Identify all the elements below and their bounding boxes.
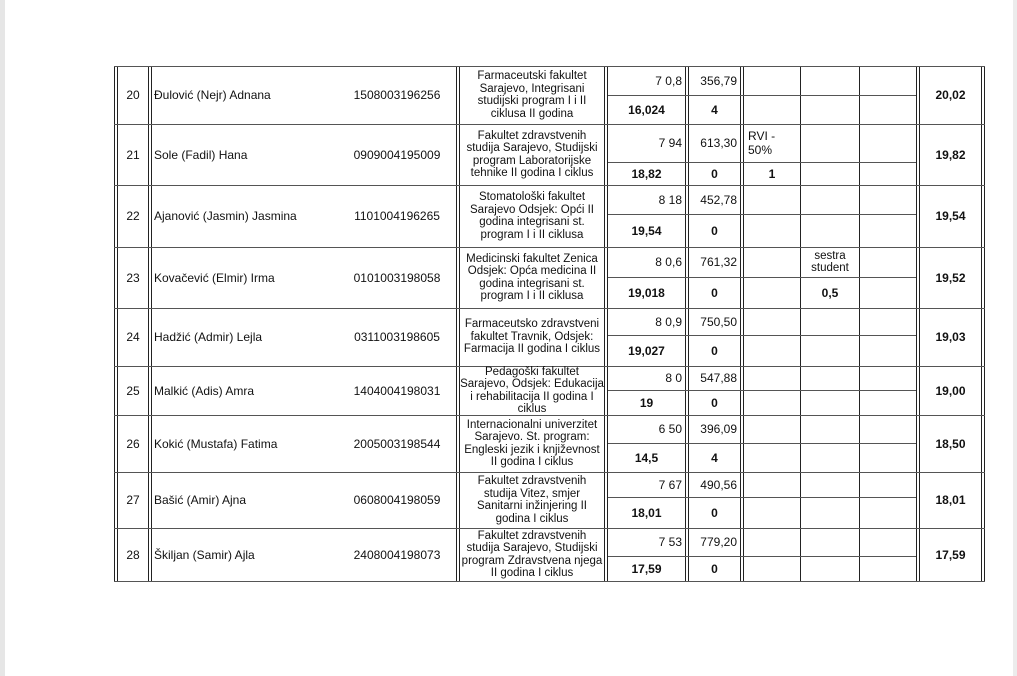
family-cell xyxy=(801,528,859,556)
family-points-cell: 0,5 xyxy=(821,285,839,300)
score-a-cell: 18,82 xyxy=(631,166,662,181)
family-cell xyxy=(801,366,859,390)
score-a-cell: 14,5 xyxy=(634,450,659,465)
student-name: Kovačević (Elmir) Irma xyxy=(154,270,275,285)
total-score: 18,01 xyxy=(935,493,966,507)
other-points-cell xyxy=(860,390,916,415)
income-cell: 356,79 xyxy=(700,73,737,88)
student-name: Hadžić (Admir) Lejla xyxy=(154,330,263,344)
total-score: 19,03 xyxy=(935,330,966,344)
other-points-cell xyxy=(860,497,916,528)
score-b-cell: 0 xyxy=(711,561,718,576)
jmbg-cell: 0311003198605 xyxy=(354,330,440,344)
total-score: 18,50 xyxy=(935,436,966,451)
family-points-cell xyxy=(801,335,859,366)
family-points-cell xyxy=(801,214,859,247)
category-cell: RVI - 50% xyxy=(748,129,776,157)
category-points-cell: 1 xyxy=(768,166,776,181)
rank-cell: 20 xyxy=(126,88,140,102)
category-points-cell xyxy=(744,556,800,581)
faculty-cell: Stomatološki fakultet Sarajevo Odsjek: Opći II godina integrisani st. program I i II ciklusa xyxy=(470,191,594,241)
other-points-cell xyxy=(860,443,916,472)
faculty-cell: Farmaceutsko zdravstveni fakultet Travnik, Odsjek: Farmacija II godina I ciklus xyxy=(463,318,601,356)
category-cell xyxy=(744,472,800,497)
jmbg-cell: 0909004195009 xyxy=(353,147,441,162)
score-b-cell: 0 xyxy=(711,285,718,300)
other-points-cell xyxy=(860,214,916,247)
rank-cell: 21 xyxy=(126,147,140,162)
category-points-cell xyxy=(744,277,800,308)
score-b-cell: 4 xyxy=(711,450,718,465)
family-points-cell xyxy=(801,390,859,415)
category-points-cell xyxy=(744,443,800,472)
other-cell xyxy=(860,247,916,277)
family-points-cell xyxy=(801,497,859,528)
other-cell xyxy=(860,366,916,390)
other-cell xyxy=(860,66,916,95)
score-b-cell: 0 xyxy=(711,395,718,410)
total-score: 19,54 xyxy=(935,209,966,223)
other-points-cell xyxy=(860,556,916,581)
rank-cell: 23 xyxy=(126,270,140,285)
faculty-cell: Medicinski fakultet Zenica Odsjek: Opća medicina II godina integrisani st. program I i II ciklusa xyxy=(466,252,598,302)
category-points-cell xyxy=(744,214,800,247)
other-cell xyxy=(860,124,916,162)
category-cell xyxy=(744,366,800,390)
score-b-cell: 0 xyxy=(711,505,718,520)
row-divider xyxy=(114,581,985,582)
family-cell xyxy=(801,185,859,214)
grade-cell: 8 18 xyxy=(658,192,682,207)
rank-cell: 26 xyxy=(126,436,140,451)
score-b-cell: 0 xyxy=(711,166,718,181)
family-cell xyxy=(801,124,859,162)
faculty-cell: Fakultet zdravstvenih studija Vitez, smjer Sanitarni inžinjering II godina I ciklus xyxy=(477,475,587,525)
rank-cell: 28 xyxy=(126,547,140,562)
faculty-cell: Fakultet zdravstvenih studija Sarajevo, Studijski program Zdravstvena njega II godina I ciklus xyxy=(461,529,603,579)
student-name: Malkić (Adis) Amra xyxy=(154,383,255,398)
rank-cell: 27 xyxy=(126,493,140,507)
income-cell: 490,56 xyxy=(700,477,737,492)
grade-cell: 6 50 xyxy=(658,422,682,436)
family-points-cell xyxy=(801,95,859,124)
rank-cell: 24 xyxy=(126,330,140,344)
category-points-cell xyxy=(744,335,800,366)
family-cell xyxy=(801,66,859,95)
other-points-cell xyxy=(860,277,916,308)
student-name: Kokić (Mustafa) Fatima xyxy=(154,436,278,451)
jmbg-cell: 1508003196256 xyxy=(353,88,441,102)
student-name: Bašić (Amir) Ajna xyxy=(154,493,247,507)
jmbg-cell: 0101003198058 xyxy=(353,270,441,285)
student-name: Sole (Fadil) Hana xyxy=(154,147,248,162)
family-cell: sestra student xyxy=(811,249,849,274)
other-cell xyxy=(860,308,916,335)
family-points-cell xyxy=(801,443,859,472)
total-score: 20,02 xyxy=(935,88,966,102)
total-score: 19,82 xyxy=(935,147,966,162)
category-cell xyxy=(744,308,800,335)
rank-cell: 22 xyxy=(126,209,140,223)
category-cell xyxy=(744,415,800,443)
income-cell: 547,88 xyxy=(700,371,737,385)
grade-cell: 7 53 xyxy=(658,535,682,549)
family-points-cell xyxy=(801,556,859,581)
student-name: Škiljan (Samir) Ajla xyxy=(154,547,255,562)
grade-cell: 7 0,8 xyxy=(655,73,682,88)
other-cell xyxy=(860,472,916,497)
score-a-cell: 19 xyxy=(639,395,654,410)
other-cell xyxy=(860,528,916,556)
grade-cell: 7 67 xyxy=(658,477,682,492)
score-a-cell: 19,54 xyxy=(631,223,662,238)
column-divider xyxy=(981,66,985,581)
jmbg-cell: 2408004198073 xyxy=(353,547,441,562)
total-score: 19,00 xyxy=(935,383,966,398)
faculty-cell: Fakultet zdravstvenih studija Sarajevo, Studijski program Laboratorijske tehnike II godina I ciklus xyxy=(466,129,598,179)
category-cell xyxy=(744,528,800,556)
category-cell xyxy=(744,66,800,95)
income-cell: 613,30 xyxy=(700,136,737,150)
jmbg-cell: 0608004198059 xyxy=(353,493,441,507)
category-points-cell xyxy=(744,95,800,124)
other-points-cell xyxy=(860,335,916,366)
total-score: 19,52 xyxy=(935,270,966,285)
rank-cell: 25 xyxy=(126,383,140,398)
score-a-cell: 18,01 xyxy=(631,505,662,520)
score-a-cell: 17,59 xyxy=(631,561,662,576)
category-points-cell xyxy=(744,390,800,415)
faculty-cell: Farmaceutski fakultet Sarajevo, Integrisani studijski program I i II ciklusa II godina xyxy=(477,70,587,120)
category-points-cell xyxy=(744,497,800,528)
score-b-cell: 0 xyxy=(711,223,718,238)
other-cell xyxy=(860,185,916,214)
score-a-cell: 16,024 xyxy=(628,102,665,117)
family-cell xyxy=(801,472,859,497)
faculty-cell: Internacionalni univerzitet Sarajevo. St. program: Engleski jezik i književnost II godina I ciklus xyxy=(464,418,600,468)
family-cell xyxy=(801,415,859,443)
income-cell: 761,32 xyxy=(700,255,737,269)
student-name: Ajanović (Jasmin) Jasmina xyxy=(154,209,297,223)
grade-cell: 7 94 xyxy=(658,136,682,150)
other-cell xyxy=(860,415,916,443)
other-points-cell xyxy=(860,95,916,124)
family-cell xyxy=(801,308,859,335)
income-cell: 396,09 xyxy=(700,422,737,436)
score-a-cell: 19,027 xyxy=(628,343,665,358)
score-b-cell: 4 xyxy=(711,102,718,117)
category-cell xyxy=(744,247,800,277)
jmbg-cell: 1404004198031 xyxy=(353,383,441,398)
family-points-cell xyxy=(801,162,859,185)
grade-cell: 8 0,6 xyxy=(655,255,682,269)
grade-cell: 8 0,9 xyxy=(655,314,682,329)
jmbg-cell: 2005003198544 xyxy=(353,436,441,451)
other-points-cell xyxy=(860,162,916,185)
jmbg-cell: 1101004196265 xyxy=(354,209,440,223)
income-cell: 750,50 xyxy=(700,314,737,329)
score-a-cell: 19,018 xyxy=(628,285,665,300)
score-b-cell: 0 xyxy=(711,343,718,358)
income-cell: 779,20 xyxy=(700,535,737,549)
total-score: 17,59 xyxy=(935,547,966,562)
category-cell xyxy=(744,185,800,214)
income-cell: 452,78 xyxy=(700,192,737,207)
grade-cell: 8 0 xyxy=(665,371,682,385)
faculty-cell: Pedagoški fakultet Sarajevo, Odsjek: Edukacija i rehabilitacija II godina I ciklus xyxy=(460,365,604,415)
student-name: Đulović (Nejr) Adnana xyxy=(154,88,271,102)
